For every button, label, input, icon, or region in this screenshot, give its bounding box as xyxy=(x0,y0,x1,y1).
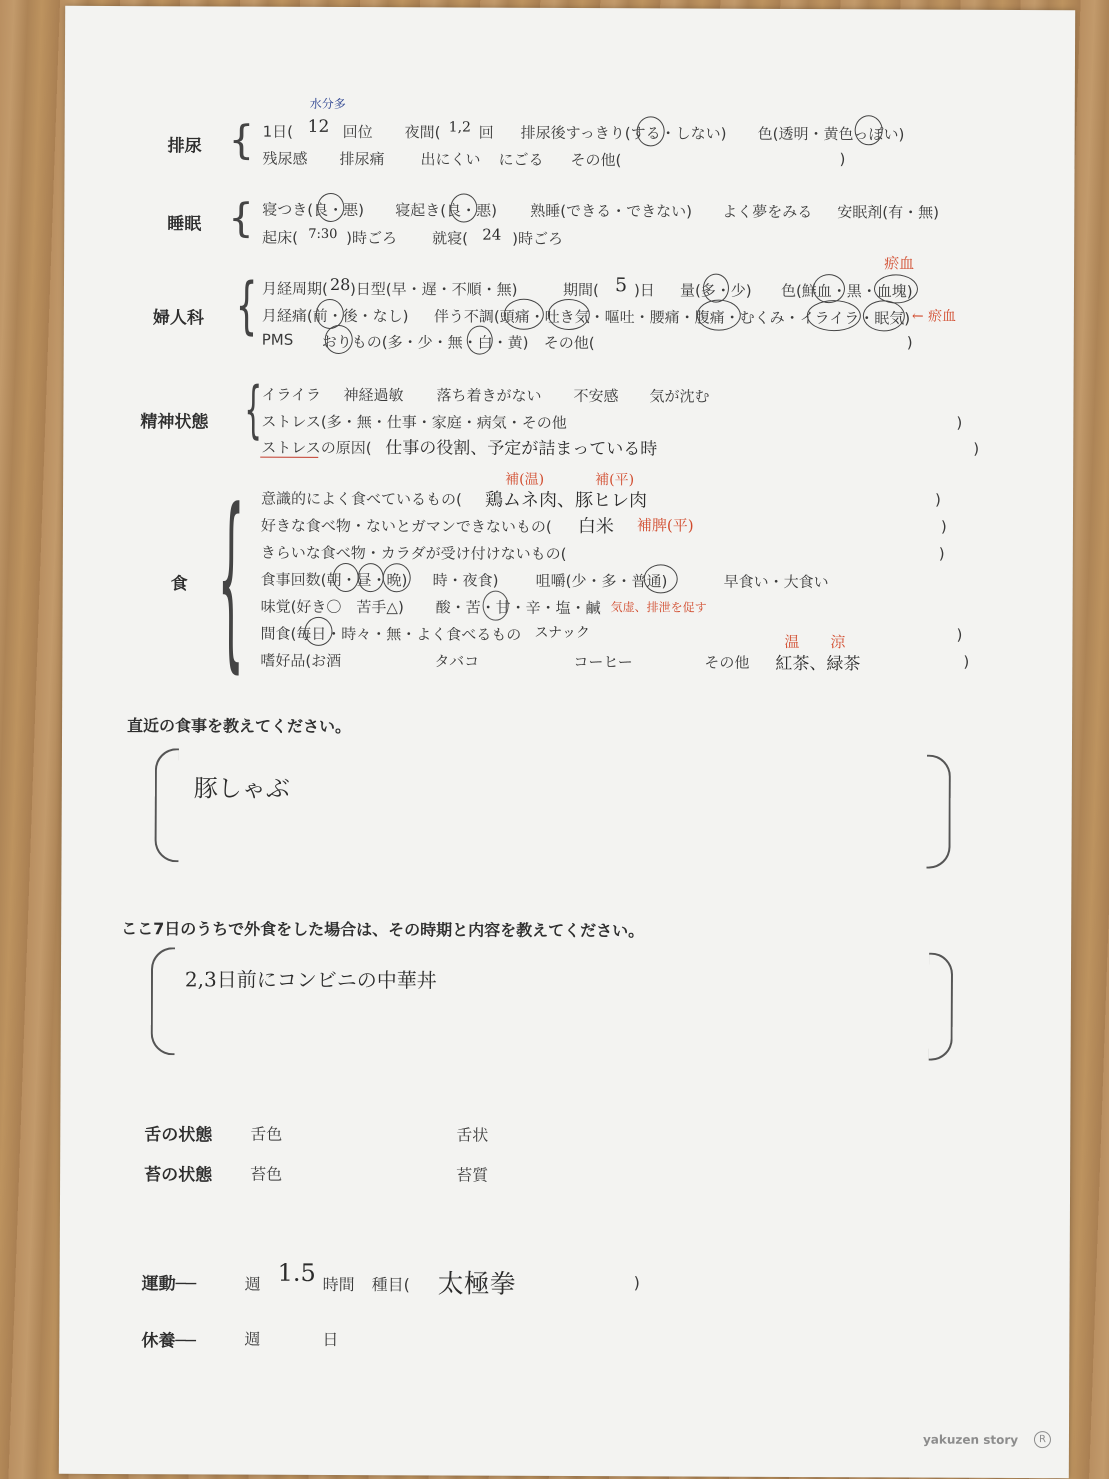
gyn-period-unit: )日 xyxy=(633,281,655,300)
mental-irritable: イライラ xyxy=(261,385,322,404)
eating-out-bracket-right xyxy=(929,953,953,1061)
gynecology-note-side: ← 瘀血 xyxy=(911,308,957,325)
sleep-bed-time: 就寝( xyxy=(432,229,469,248)
recent-meal-question: 直近の食事を教えてください。 xyxy=(127,716,352,737)
coating-label: 苔の状態 xyxy=(144,1165,213,1186)
circle-mark xyxy=(874,274,918,303)
food-chewing: 咀嚼(少・多・普通) xyxy=(535,571,668,591)
food-alcohol: 嗜好品(お酒 xyxy=(260,651,342,671)
urination-note: 水分多 xyxy=(309,96,346,112)
circle-mark xyxy=(855,115,883,145)
urination-label: 排尿 xyxy=(167,136,202,157)
mental-restless: 落ち着きがない xyxy=(436,386,542,405)
urination-after: 排尿後すっきり(する・しない) xyxy=(520,123,727,143)
mental-depressed: 気が沈む xyxy=(649,387,710,406)
recent-meal-bracket-left xyxy=(154,748,178,862)
circle-mark xyxy=(325,325,353,354)
sleep-wake-time: 起床( xyxy=(262,228,299,247)
gyn-cramps: 月経痛(前・後・なし) xyxy=(261,306,409,326)
mental-stress-cause: ストレスの原因( xyxy=(261,438,372,458)
circle-mark xyxy=(383,563,411,592)
mental-stress-close: ) xyxy=(956,413,963,432)
recent-meal-bracket-right xyxy=(926,755,950,869)
food-taste-options: 酸・苦・甘・辛・塩・鹹 xyxy=(435,598,601,618)
circle-mark xyxy=(450,193,477,222)
circle-mark xyxy=(317,193,344,222)
mental-stress-cause-close: ) xyxy=(973,439,980,458)
sleep-label: 睡眠 xyxy=(167,214,202,235)
urination-day-count: 12 xyxy=(307,116,330,137)
gyn-color: 色(鮮血・黒・血塊) xyxy=(780,281,913,301)
food-eat-often-close: ) xyxy=(935,490,941,509)
eating-out-bracket-left xyxy=(151,947,175,1055)
sleep-bed-value: 24 xyxy=(482,225,502,244)
rest-day-unit: 日 xyxy=(322,1329,339,1350)
food-snack: 間食(毎日・時々・無・よく食べるもの xyxy=(260,624,522,644)
questionnaire-sheet xyxy=(59,6,1075,1478)
recent-meal-answer: 豚しゃぶ xyxy=(193,774,290,803)
urination-difficulty: 出にくい xyxy=(420,150,481,169)
sleep-brace: { xyxy=(228,195,254,242)
food-tobacco: タバコ xyxy=(434,652,480,671)
coating-color: 苔色 xyxy=(250,1164,283,1184)
urination-night-unit: 回 xyxy=(478,123,494,142)
urination-per-day: 1日( xyxy=(262,122,294,141)
food-fast-eating: 早食い・大食い xyxy=(723,572,829,592)
food-note-taste: 気虚、排泄を促す xyxy=(610,600,707,615)
food-taste: 味覚(好き〇 苦手△) xyxy=(260,597,404,617)
sleep-onset: 寝つき(良・悪) xyxy=(262,200,365,220)
gyn-cycle-type: )日型(早・遅・不順・無) xyxy=(349,280,518,299)
exercise-label: 運動── xyxy=(141,1274,197,1295)
gyn-discharge: おりもの(多・少・無・白・黄) xyxy=(321,332,529,352)
circle-mark xyxy=(813,274,845,303)
gyn-other: その他( xyxy=(543,333,595,353)
urination-night-count: 1,2 xyxy=(448,119,471,136)
gynecology-note-top: 瘀血 xyxy=(884,254,915,273)
tongue-shape: 舌状 xyxy=(456,1125,489,1145)
mental-label: 精神状態 xyxy=(140,412,209,433)
circle-mark xyxy=(548,299,590,330)
gyn-cycle-value: 28 xyxy=(329,274,351,295)
urination-night: 夜間( xyxy=(404,123,441,142)
food-coffee: コーヒー xyxy=(573,653,633,672)
brand-mark: R xyxy=(1034,1431,1051,1448)
food-favorite-value: 白米 xyxy=(577,516,614,538)
urination-color: 色(透明・黄色っぽい) xyxy=(757,124,905,144)
exercise-hours-unit: 時間 xyxy=(322,1274,355,1295)
gyn-period-value: 5 xyxy=(614,274,628,297)
gyn-amount: 量(多・少) xyxy=(679,281,752,300)
food-note-like: 補脾(平) xyxy=(636,516,694,535)
urination-residual: 残尿感 xyxy=(262,149,308,168)
food-dislike-close: ) xyxy=(938,544,945,563)
red-underline xyxy=(260,457,318,458)
circle-mark xyxy=(504,299,544,330)
circle-mark xyxy=(358,563,384,592)
mental-anxiety: 不安感 xyxy=(573,387,619,406)
gynecology-label: 婦人科 xyxy=(152,308,204,329)
gyn-symptoms: 伴う不調(頭痛・吐き気・嘔吐・腰痛・腹痛・むくみ・イライラ・眠気) xyxy=(433,307,911,328)
food-brace: { xyxy=(217,468,245,690)
food-note-other: 温 涼 xyxy=(784,632,854,652)
food-other-close: ) xyxy=(963,652,970,671)
eating-out-answer: 2,3日前にコンビニの中華丼 xyxy=(184,967,437,993)
sleep-bed-unit: )時ごろ xyxy=(512,229,564,248)
urination-per-day-unit: 回位 xyxy=(342,123,373,142)
mental-stress-cause-value: 仕事の役割、予定が詰まっている時 xyxy=(385,438,658,460)
exercise-type-close: ) xyxy=(633,1273,640,1293)
food-favorite: 好きな食べ物・ないとガマンできないもの( xyxy=(260,516,552,536)
mental-stress: ストレス(多・無・仕事・家庭・病気・その他 xyxy=(261,412,567,432)
food-meals-night: 時・夜食) xyxy=(432,571,499,590)
food-snack-value: スナック xyxy=(534,624,590,642)
food-snack-close: ) xyxy=(956,625,963,644)
brand-footer: yakuzen story xyxy=(922,1432,1019,1447)
urination-brace: { xyxy=(228,117,255,164)
gyn-pms: PMS xyxy=(261,330,294,349)
urination-pain: 排尿痛 xyxy=(339,150,385,169)
sleep-deep: 熟睡(できる・できない) xyxy=(530,201,693,221)
sleep-wake-value: 7:30 xyxy=(308,226,338,242)
urination-other-close: ) xyxy=(839,150,846,169)
exercise-week: 週 xyxy=(244,1274,261,1294)
food-note-eat2: 補(平) xyxy=(595,472,635,489)
circle-mark xyxy=(637,116,665,146)
tongue-color: 舌色 xyxy=(250,1124,283,1144)
food-meals: 食事回数(朝・昼・晩) xyxy=(260,570,408,590)
circle-mark xyxy=(703,274,729,303)
urination-other: その他( xyxy=(570,151,622,170)
circle-mark xyxy=(807,300,861,331)
food-note-eat1: 補(温) xyxy=(505,471,545,488)
food-eat-often-value: 鶏ムネ肉、豚ヒレ肉 xyxy=(485,489,648,512)
rest-week: 週 xyxy=(244,1329,261,1349)
food-favorite-close: ) xyxy=(940,517,947,536)
eating-out-question: ここ7日のうちで外食をした場合は、その時期と内容を教えてください。 xyxy=(121,919,645,941)
gynecology-brace: { xyxy=(235,268,258,342)
sleep-pills: 安眠剤(有・無) xyxy=(837,203,940,222)
urination-cloudy: にごる xyxy=(498,150,544,169)
gyn-cycle: 月経周期( xyxy=(261,279,328,298)
circle-mark xyxy=(304,617,332,646)
rest-label: 休養── xyxy=(141,1331,196,1352)
sleep-wake-unit: )時ごろ xyxy=(346,229,398,248)
sleep-waking: 寝起き(良・悪) xyxy=(395,201,498,220)
food-other-value: 紅茶、緑茶 xyxy=(775,653,861,675)
circle-mark xyxy=(467,326,493,355)
gyn-other-close: ) xyxy=(906,333,913,352)
coating-quality: 苔質 xyxy=(456,1165,489,1185)
gyn-period: 期間( xyxy=(562,280,599,300)
food-dislike: きらいな食べ物・カラダが受け付けないもの( xyxy=(260,543,567,563)
circle-mark xyxy=(644,564,678,593)
exercise-type-label: 種目( xyxy=(371,1275,410,1295)
exercise-type-value: 太極拳 xyxy=(437,1269,516,1300)
circle-mark xyxy=(697,300,741,331)
circle-mark xyxy=(483,591,509,621)
mental-nervous: 神経過敏 xyxy=(343,386,404,405)
circle-mark xyxy=(333,563,359,592)
mental-brace: { xyxy=(244,372,263,446)
circle-mark xyxy=(863,300,905,331)
food-eat-often: 意識的によく食べているもの( xyxy=(261,489,462,509)
food-label: 食 xyxy=(170,574,188,595)
exercise-hours-value: 1.5 xyxy=(277,1258,316,1287)
food-other: その他 xyxy=(704,653,750,672)
sleep-dreams: よく夢をみる xyxy=(722,202,813,222)
tongue-label: 舌の状態 xyxy=(144,1125,213,1146)
